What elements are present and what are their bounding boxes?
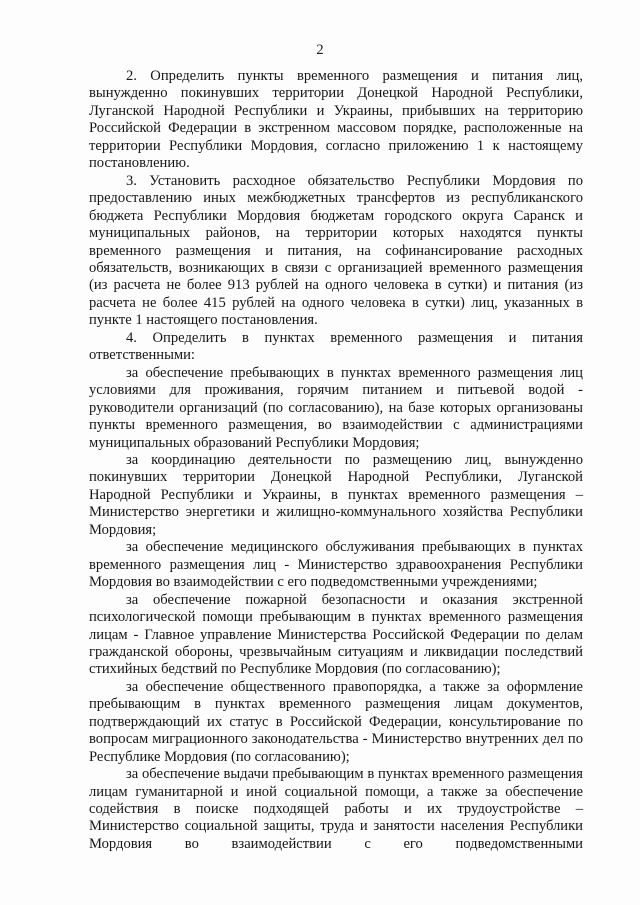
paragraph-living-conditions: за обеспечение пребывающих в пунктах временного размещения лиц условиями для проживания, горячим питанием и питьевой водой - руководители организаций (по согласованию), на базе которых организованы пункты временного размещения, во взаимодействии с администрациями муниципальных образований Республики Мордовия; xyxy=(89,364,583,451)
paragraph-item-2: 2. Определить пункты временного размещения и питания лиц, вынужденно покинувших территории Донецкой Народной Республики, Луганской Народной Республики и Украины, прибывших на территорию Российской Федерации в экстренном массовом порядке, расположенные на территории Республики Мордовия, согласно приложению 1 к настоящему постановлению. xyxy=(89,68,583,172)
paragraph-social-assistance: за обеспечение выдачи пребывающим в пунктах временного размещения лицам гуманитарной и иной социальной помощи, а также за обеспечение содействия в поиске подходящей работы и их трудоустройстве – Министерство социальной защиты, труда и занятости населения Республики Мордовия во взаимодействии с его подведомственными xyxy=(89,766,583,852)
document-body xyxy=(89,68,583,853)
paragraph-item-4: 4. Определить в пунктах временного размещения и питания ответственными: xyxy=(89,329,583,364)
paragraph-item-3: 3. Установить расходное обязательство Республики Мордовия по предоставлению иных межбюджетных трансфертов из республиканского бюджета Республики Мордовия бюджетам городского округа Саранск и муниципальных районов, на территории которых находятся пункты временного размещения и питания, на софинансирование расходных обязательств, возникающих в связи с организацией временного размещения (из расчета не более 913 рублей на одного человека в сутки) и питания (из расчета не более 415 рублей на одного человека в сутки) лиц, указанных в пункте 1 настоящего постановления. xyxy=(89,172,583,329)
paragraph-public-order: за обеспечение общественного правопорядка, а также за оформление пребывающим в пунктах временного размещения лицам документов, подтверждающий их статус в Российской Федерации, консультирование по вопросам миграционного законодательства - Министерство внутренних дел по Республике Мордовия (по согласованию); xyxy=(89,678,583,765)
page-number: 2 xyxy=(316,42,324,58)
paragraph-coordination: за координацию деятельности по размещению лиц, вынужденно покинувших территории Донецкой Народной Республики, Луганской Народной Республики и Украины, в пунктах временного размещения – Министерство энергетики и жилищно-коммунального хозяйства Республики Мордовия; xyxy=(89,451,583,538)
paragraph-fire-safety: за обеспечение пожарной безопасности и оказания экстренной психологической помощи пребывающим в пунктах временного размещения лицам - Главное управление Министерства Российской Федерации по делам гражданской обороны, чрезвычайным ситуациям и ликвидации последствий стихийных бедствий по Республике Мордовия (по согласованию); xyxy=(89,591,583,678)
paragraph-medical-service: за обеспечение медицинского обслуживания пребывающих в пунктах временного размещения лиц - Министерство здравоохранения Республики Мордовия во взаимодействии с его подведомственными учреждениями; xyxy=(89,539,583,591)
